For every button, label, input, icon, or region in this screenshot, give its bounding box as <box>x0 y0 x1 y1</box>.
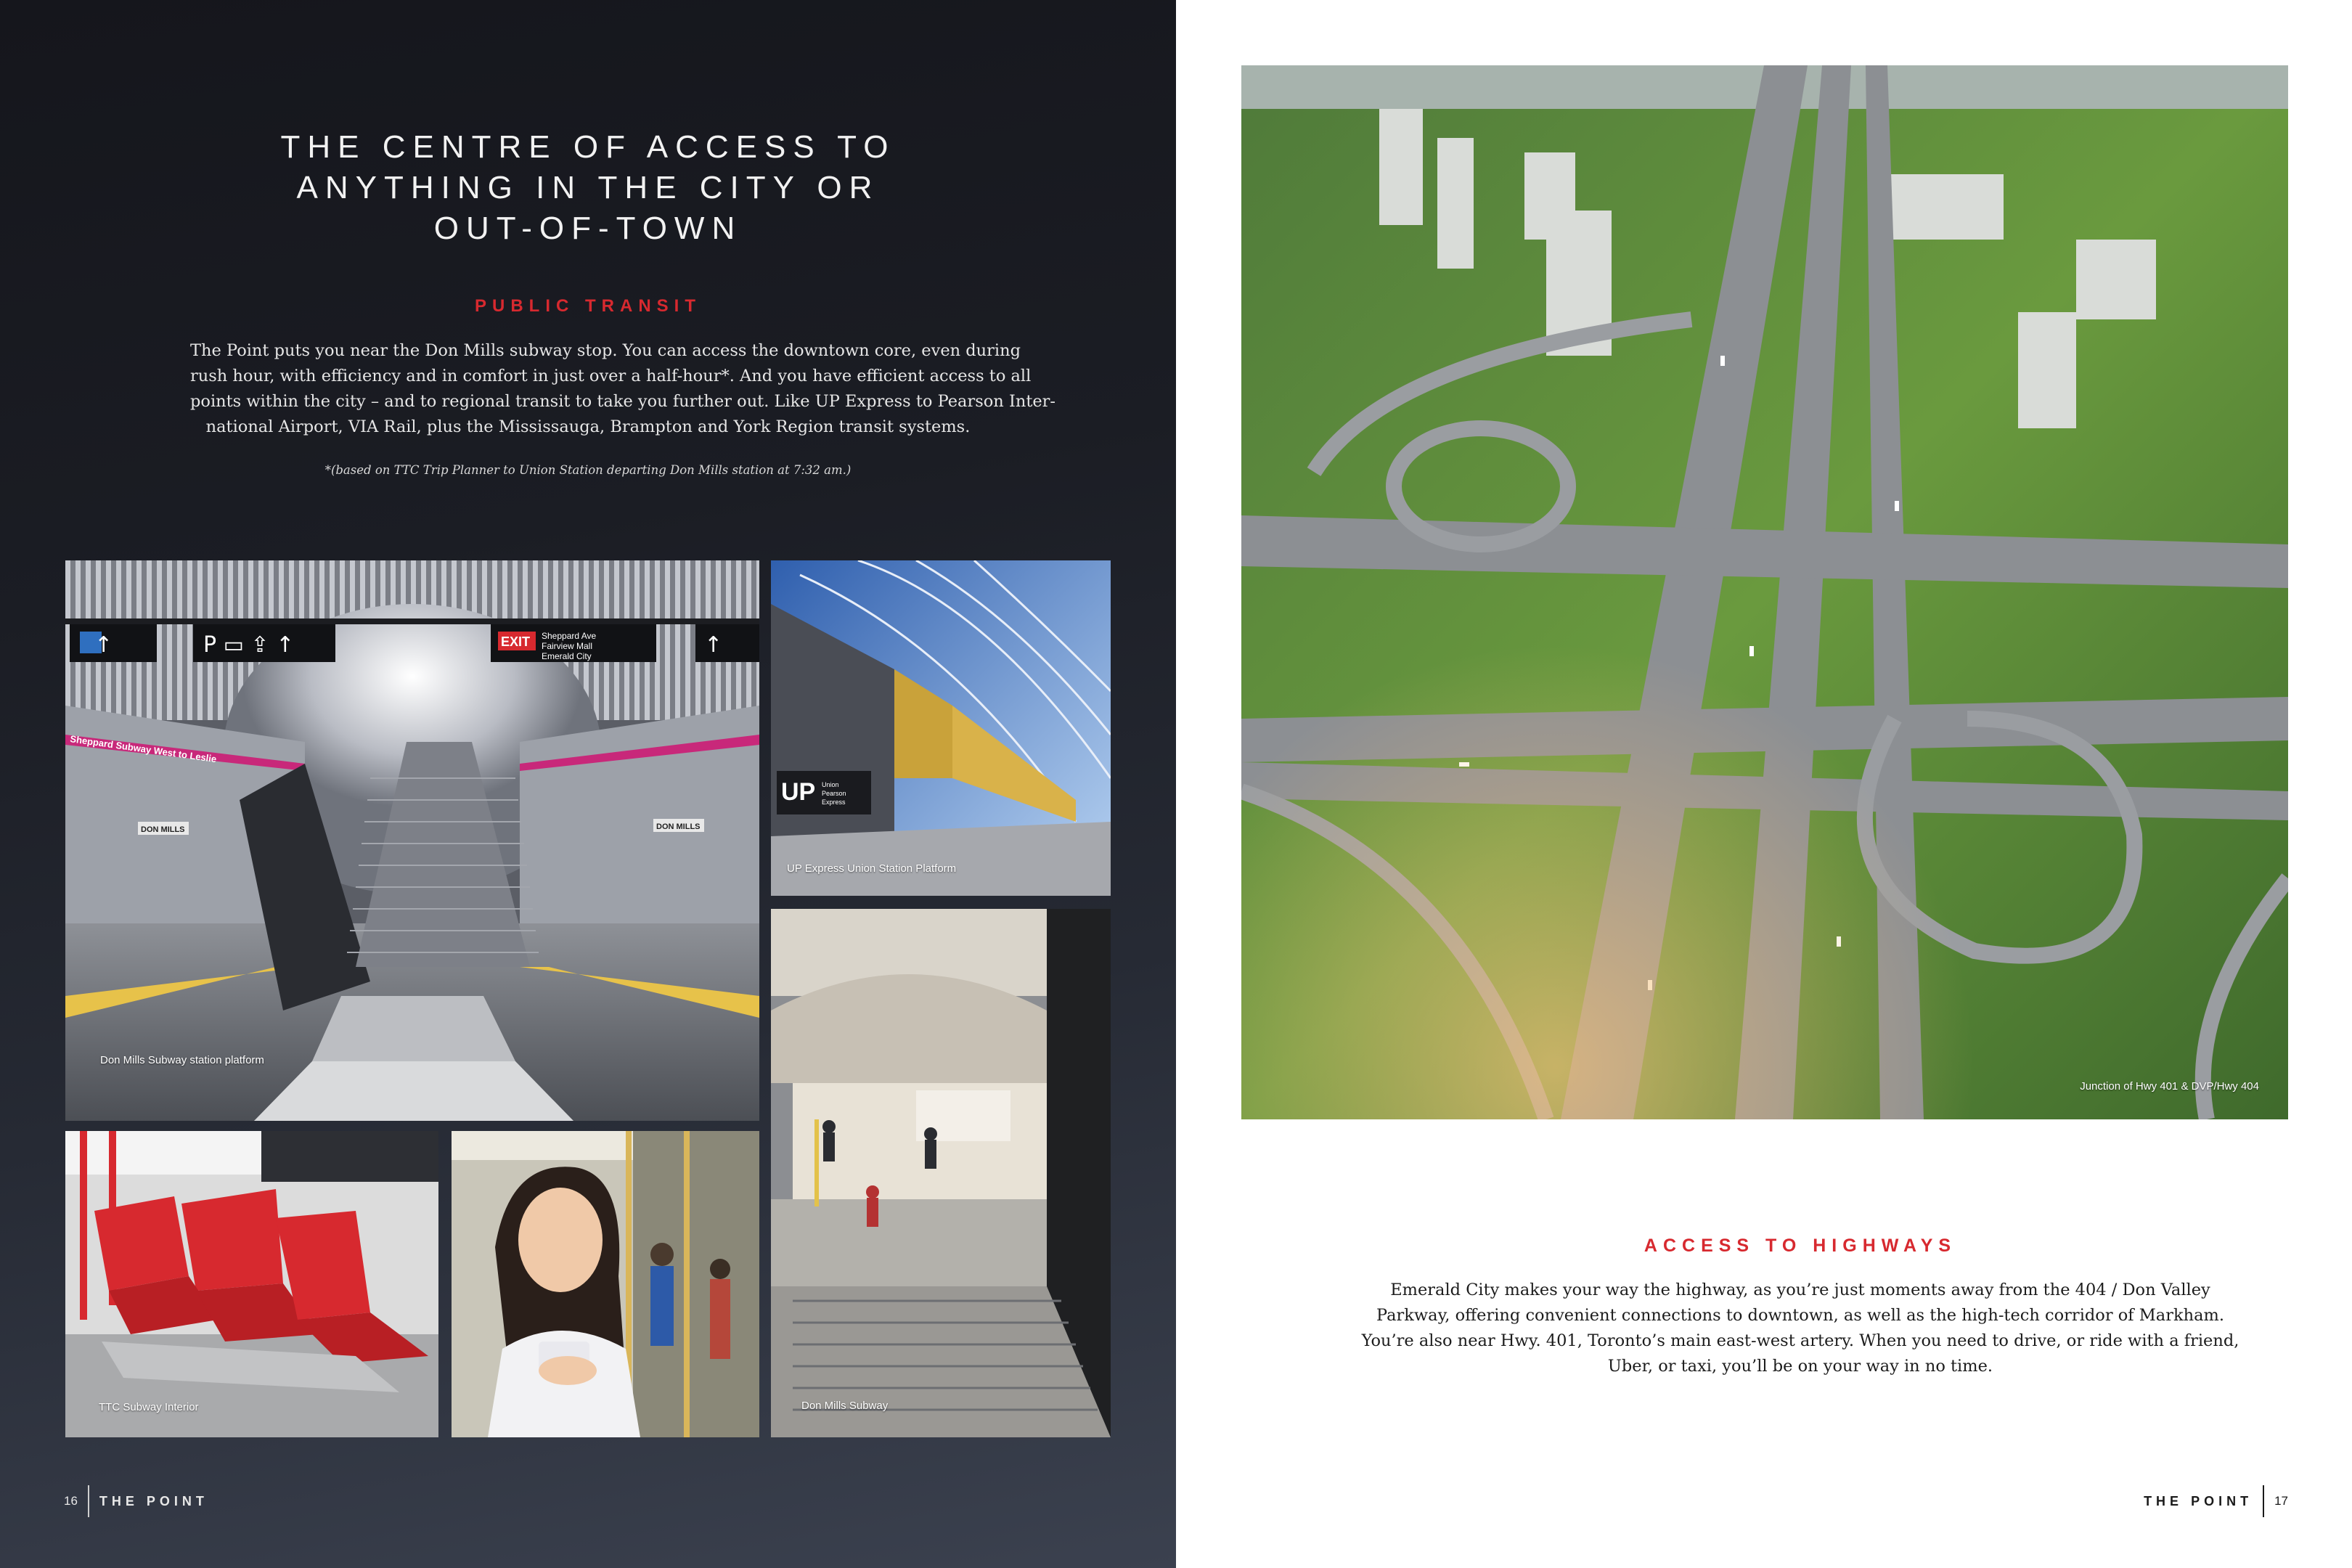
highway-interchange-illustration <box>1241 65 2288 1119</box>
subway-interior-illustration <box>65 1131 438 1437</box>
station-stairs-caption: Don Mills Subway <box>801 1400 889 1412</box>
transit-body-text <box>190 338 1056 440</box>
wall-station-label: DON MILLS <box>141 825 185 834</box>
subway-interior-caption: TTC Subway Interior <box>99 1401 199 1413</box>
page-number: 17 <box>2274 1494 2288 1508</box>
brand-name: THE POINT <box>99 1493 208 1508</box>
heading-line: ANYTHING IN THE CITY OR <box>296 170 880 205</box>
rider-illustration <box>452 1131 759 1437</box>
station-stairs-photo <box>771 909 1111 1437</box>
platform-caption: Don Mills Subway station platform <box>100 1054 264 1066</box>
page-number: 16 <box>64 1494 78 1508</box>
highways-body-text <box>1350 1278 2250 1379</box>
up-logo-sub: Union <box>822 781 839 788</box>
body-line: You’re also near Hwy. 401, Toronto’s main east-west artery. When you need to drive, or ride with a friend, <box>1361 1331 2239 1350</box>
subway-interior-photo <box>65 1131 438 1437</box>
up-logo-sub: Express <box>822 799 846 806</box>
sign-destination: Emerald City <box>542 651 592 661</box>
left-folio <box>64 1487 208 1516</box>
up-express-photo <box>771 560 1111 896</box>
highways-subheading: ACCESS TO HIGHWAYS <box>1643 1236 1957 1256</box>
svg-text:↑: ↑ <box>704 632 723 658</box>
platform-illustration <box>65 560 759 1121</box>
public-transit-subheading: PUBLIC TRANSIT <box>475 296 701 316</box>
rider-photo <box>452 1131 759 1437</box>
station-stairs-illustration <box>771 909 1111 1437</box>
folio-divider <box>2263 1485 2264 1517</box>
up-logo-sub: Pearson <box>822 790 846 797</box>
exit-sign: EXIT <box>501 634 531 649</box>
sign-destination: Fairview Mall <box>542 641 593 651</box>
body-line: points within the city – and to regional transit to take you further out. Like UP Express to Pearson Inter- <box>190 392 1056 411</box>
page-heading <box>160 127 1016 249</box>
up-express-caption: UP Express Union Station Platform <box>787 862 957 875</box>
route-label: Sheppard Subway West to Leslie <box>69 733 218 765</box>
body-line: Parkway, offering convenient connections to downtown, as well as the high-tech corridor of Markham. <box>1376 1306 2225 1325</box>
up-logo: UP <box>781 778 816 806</box>
svg-text:P ▭ ⇪ ↑: P ▭ ⇪ ↑ <box>203 632 295 658</box>
heading-line: OUT-OF-TOWN <box>433 211 743 246</box>
wall-station-label: DON MILLS <box>656 822 701 831</box>
body-line: rush hour, with efficiency and in comfort in just over a half-hour*. And you have efficient access to all <box>190 367 1032 385</box>
right-folio <box>2144 1487 2288 1516</box>
heading-line: THE CENTRE OF ACCESS TO <box>280 129 896 165</box>
highway-photo-caption: Junction of Hwy 401 & DVP/Hwy 404 <box>2080 1080 2259 1093</box>
brand-name: THE POINT <box>2144 1493 2253 1508</box>
highway-aerial-photo <box>1241 65 2288 1119</box>
up-express-illustration <box>771 560 1111 896</box>
body-line: Emerald City makes your way the highway, as you’re just moments away from the 404 / Don Valley <box>1390 1281 2210 1299</box>
body-line: Uber, or taxi, you’ll be on your way in no time. <box>1607 1357 1993 1376</box>
sign-destination: Sheppard Ave <box>542 631 597 641</box>
body-line: national Airport, VIA Rail, plus the Mississauga, Brampton and York Region transit systems. <box>205 417 971 436</box>
footnote: *(based on TTC Trip Planner to Union Station departing Don Mills station at 7:32 am.) <box>324 463 852 477</box>
platform-photo <box>65 560 759 1121</box>
svg-text:↑: ↑ <box>94 632 113 658</box>
body-line: The Point puts you near the Don Mills subway stop. You can access the downtown core, even during <box>190 341 1021 360</box>
folio-divider <box>88 1485 89 1517</box>
